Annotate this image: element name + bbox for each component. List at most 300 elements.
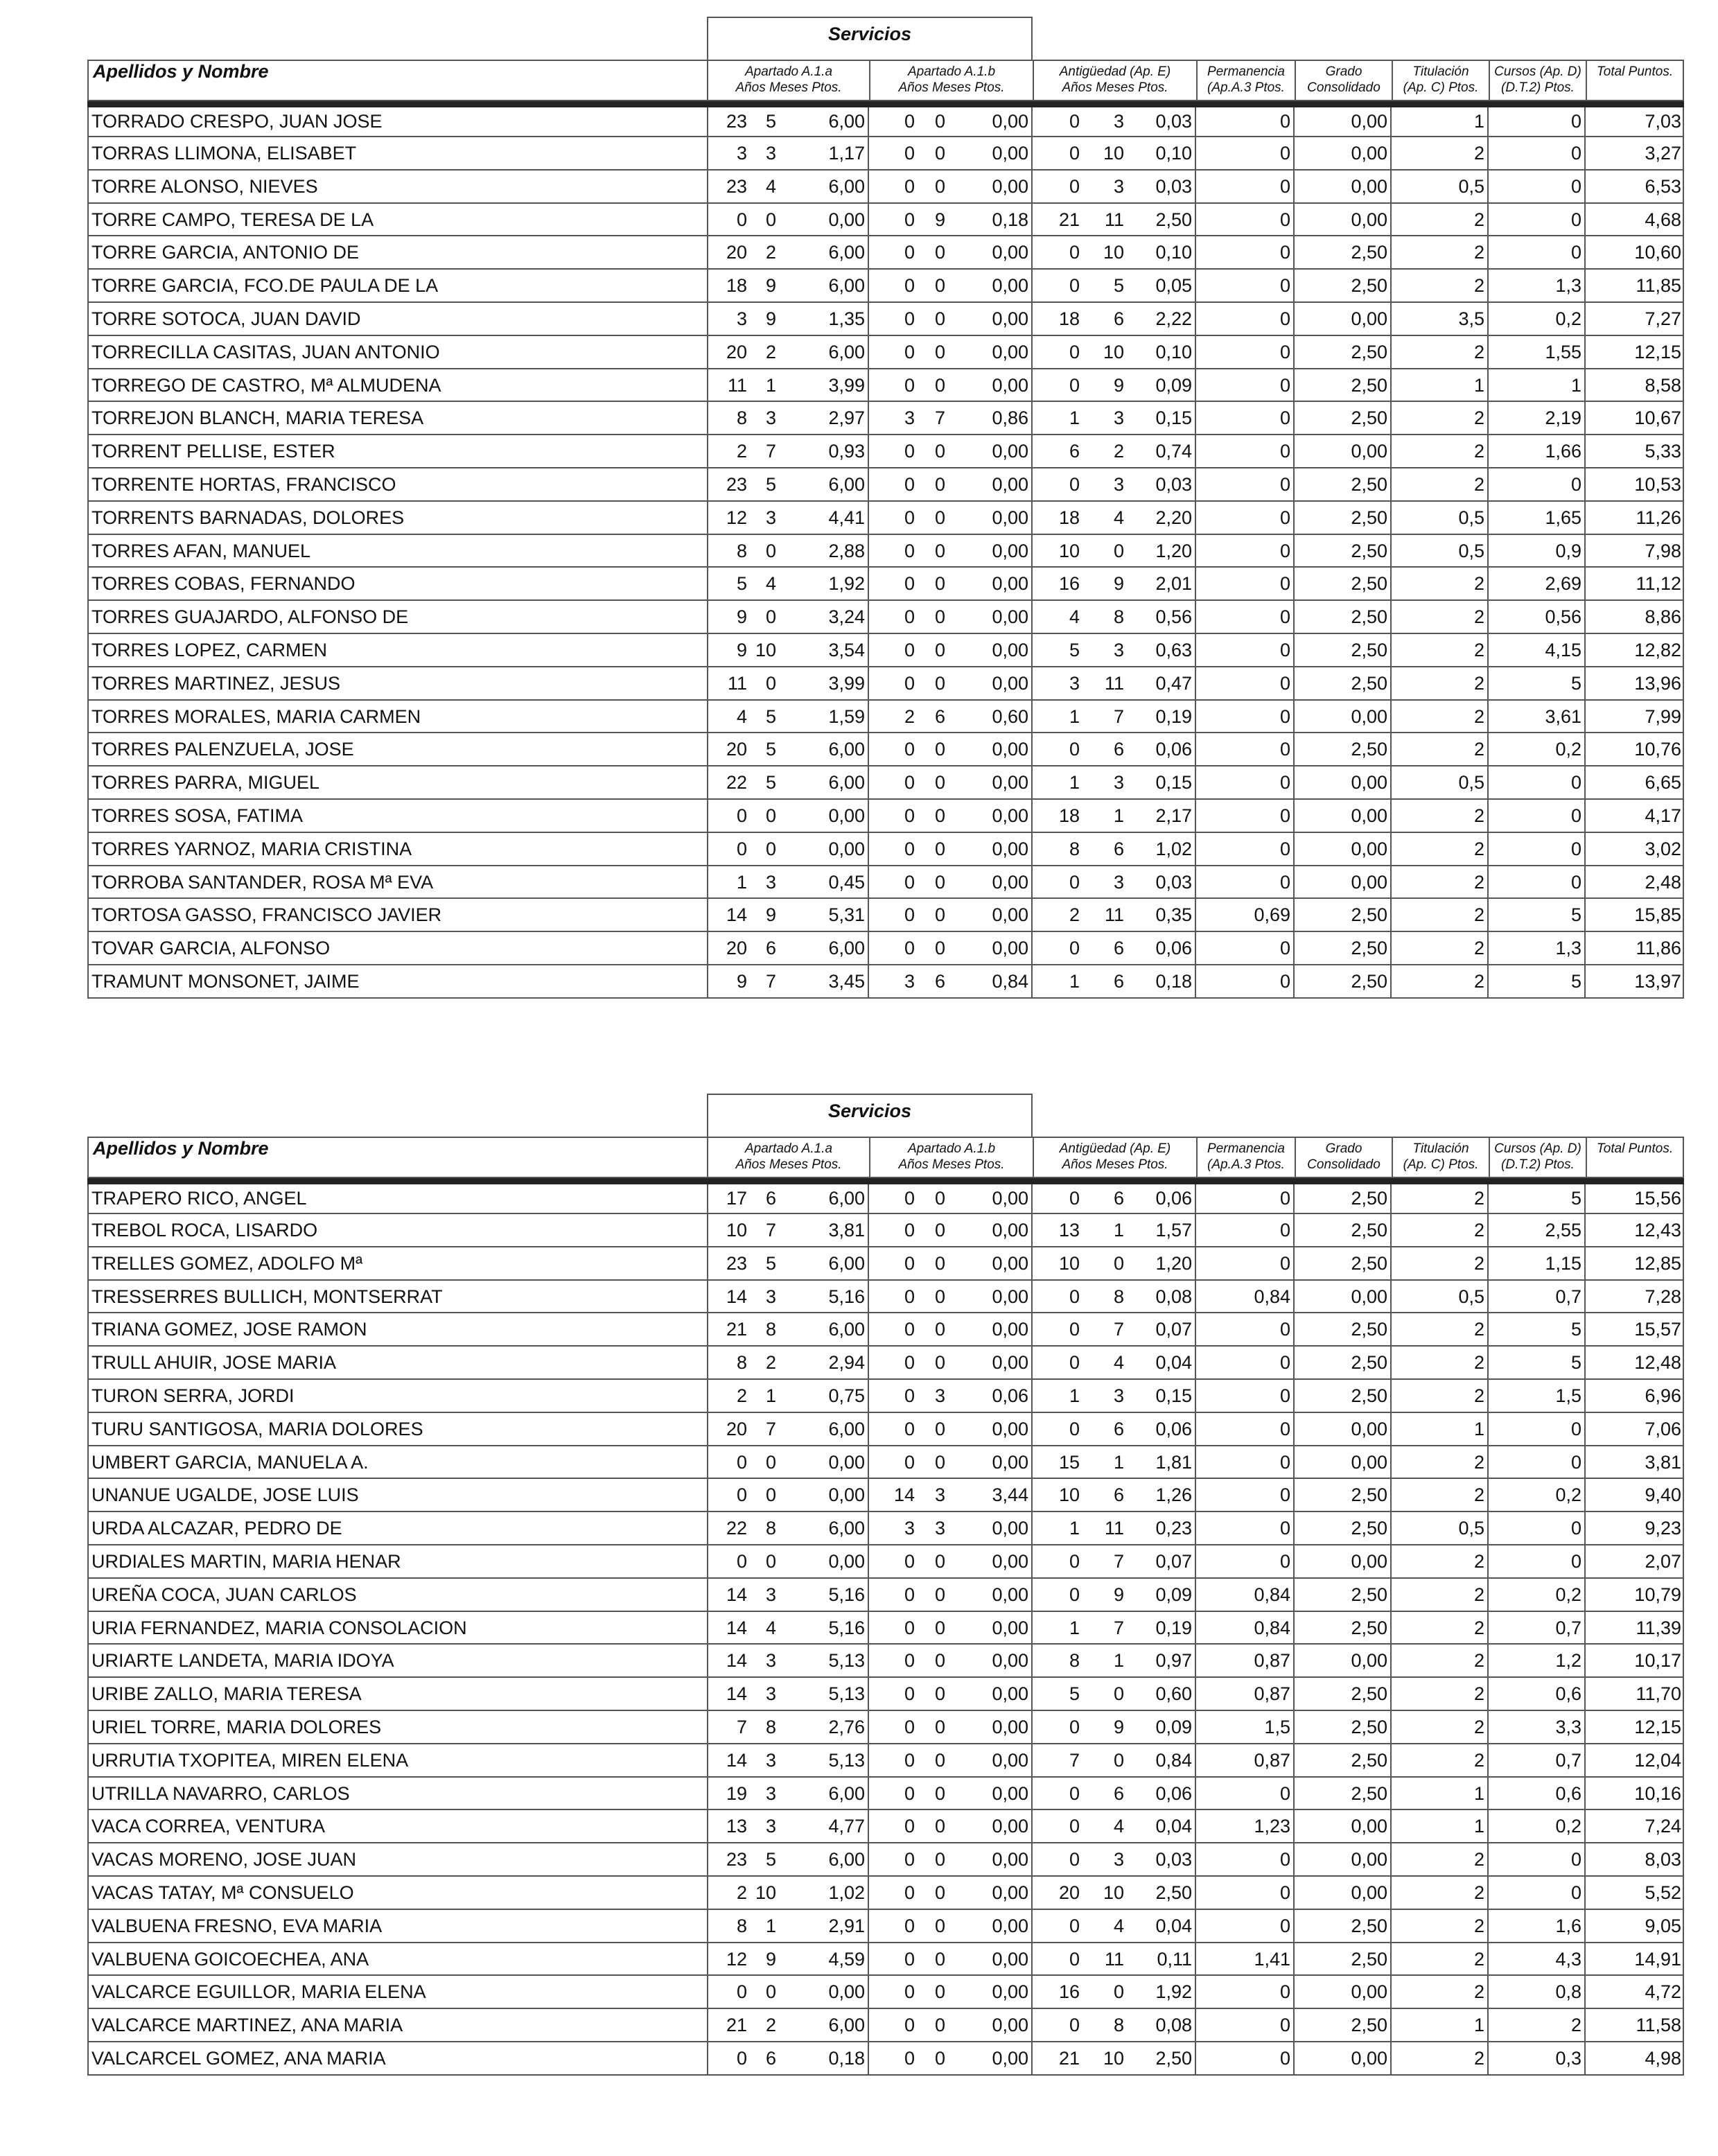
cell-value: 5 bbox=[1489, 1184, 1586, 1213]
header-cursos-line-2: (D.T.2) Ptos. bbox=[1501, 1157, 1575, 1172]
table-row bbox=[89, 1478, 1683, 1511]
cell-value: 11 bbox=[1104, 209, 1124, 230]
cell-value: 21 bbox=[1058, 2047, 1080, 2069]
column-header-row bbox=[87, 1137, 1684, 1178]
cell-value: 4 bbox=[1113, 1352, 1124, 1374]
cell-name: TRAPERO RICO, ANGEL bbox=[91, 1184, 708, 1213]
header-grado-line-1: Grado bbox=[1325, 1141, 1362, 1156]
cell-value: 0,00 bbox=[948, 1744, 1033, 1776]
cell-value: 0,03 bbox=[1127, 866, 1196, 898]
cell-value: 1,02 bbox=[779, 1877, 869, 1909]
cell-value: 3,27 bbox=[1645, 143, 1681, 164]
cell-value: 0,3 bbox=[1489, 2042, 1586, 2074]
cell-value: 0 bbox=[1113, 1749, 1124, 1771]
cell-value: 3 bbox=[765, 143, 776, 164]
cell-value: 10,16 bbox=[1634, 1782, 1681, 1804]
cell-value: 0 bbox=[1196, 270, 1295, 301]
cell-value: 5,52 bbox=[1645, 1882, 1681, 1903]
cell-value: 6,00 bbox=[779, 1413, 869, 1445]
header-antiguedad-line-2: Años Meses Ptos. bbox=[1062, 1157, 1168, 1172]
cell-value: 0,00 bbox=[1295, 1843, 1392, 1875]
cell-name: TORRENTE HORTAS, FRANCISCO bbox=[91, 468, 708, 500]
cell-value: 6 bbox=[1069, 441, 1080, 462]
cell-value: 4 bbox=[765, 1617, 776, 1638]
cell-value: 0,09 bbox=[1127, 1579, 1196, 1611]
cell-value: 7 bbox=[1113, 1550, 1124, 1572]
cell-value: 10,53 bbox=[1634, 473, 1681, 495]
cell-value: 0,00 bbox=[948, 1910, 1033, 1942]
cell-value: 0 bbox=[736, 1981, 747, 2003]
cell-value: 0 bbox=[1113, 1252, 1124, 1274]
cell-value: 0 bbox=[904, 1816, 915, 1837]
cell-value: 5,13 bbox=[779, 1645, 869, 1676]
cell-value: 0 bbox=[765, 606, 776, 628]
column-header-row bbox=[87, 60, 1684, 101]
cell-value: 0 bbox=[765, 540, 776, 561]
cell-value: 0,06 bbox=[1127, 1184, 1196, 1213]
cell-value: 0,23 bbox=[1127, 1512, 1196, 1544]
cell-value: 0 bbox=[1489, 137, 1586, 169]
cell-value: 0 bbox=[1069, 1352, 1080, 1374]
cell-value: 0 bbox=[1196, 1512, 1295, 1544]
cell-value: 1 bbox=[1069, 1385, 1080, 1406]
cell-value: 0,00 bbox=[948, 1579, 1033, 1611]
cell-value: 0 bbox=[934, 904, 945, 926]
cell-value: 0 bbox=[1196, 170, 1295, 202]
cell-value: 0 bbox=[1069, 1716, 1080, 1737]
cell-value: 0 bbox=[934, 1650, 945, 1672]
cell-name: TOVAR GARCIA, ALFONSO bbox=[91, 932, 708, 964]
cell-value: 23 bbox=[726, 1252, 747, 1274]
cell-value: 0 bbox=[904, 1385, 915, 1406]
cell-value: 2,50 bbox=[1295, 1214, 1392, 1246]
cell-value: 1,5 bbox=[1196, 1711, 1295, 1743]
cell-value: 1 bbox=[736, 871, 747, 893]
cell-value: 0 bbox=[1196, 634, 1295, 666]
cell-value: 11,12 bbox=[1636, 573, 1681, 595]
cell-value: 1 bbox=[1069, 1617, 1080, 1638]
header-cursos bbox=[1490, 61, 1587, 100]
cell-value: 0 bbox=[1069, 739, 1080, 760]
cell-value: 0,00 bbox=[948, 369, 1033, 401]
cell-value: 0 bbox=[1489, 1877, 1586, 1909]
cell-value: 2 bbox=[736, 1385, 747, 1406]
cell-name: TORRES PARRA, MIGUEL bbox=[91, 766, 708, 798]
cell-value: 2,50 bbox=[1295, 402, 1392, 434]
cell-value: 9 bbox=[765, 904, 776, 926]
cell-value: 0,00 bbox=[948, 1214, 1033, 1246]
cell-value: 0,00 bbox=[1295, 107, 1392, 136]
cell-value: 0,19 bbox=[1127, 1612, 1196, 1644]
cell-value: 0,06 bbox=[948, 1380, 1033, 1412]
cell-value: 9 bbox=[1113, 1716, 1124, 1737]
cell-value: 15 bbox=[1058, 1451, 1080, 1473]
cell-name: TORTOSA GASSO, FRANCISCO JAVIER bbox=[91, 899, 708, 931]
header-total bbox=[1587, 61, 1683, 100]
cell-name: UREÑA COCA, JUAN CARLOS bbox=[91, 1579, 708, 1611]
cell-value: 2 bbox=[1392, 1380, 1489, 1412]
cell-value: 2,50 bbox=[1295, 1347, 1392, 1378]
cell-value: 7 bbox=[765, 441, 776, 462]
cell-value: 0 bbox=[1196, 568, 1295, 599]
cell-value: 0,84 bbox=[1127, 1744, 1196, 1776]
cell-value: 0,00 bbox=[948, 303, 1033, 335]
cell-value: 0 bbox=[934, 111, 945, 132]
cell-value: 0 bbox=[904, 441, 915, 462]
cell-value: 0 bbox=[904, 175, 915, 197]
cell-value: 0 bbox=[1196, 2042, 1295, 2074]
cell-value: 0 bbox=[1069, 374, 1080, 396]
cell-value: 1,3 bbox=[1489, 932, 1586, 964]
cell-value: 0 bbox=[1069, 242, 1080, 263]
table-row bbox=[89, 1842, 1683, 1875]
cell-value: 0 bbox=[934, 639, 945, 660]
header-titulacion-line-2: (Ap. C) Ptos. bbox=[1403, 80, 1479, 95]
cell-value: 2,22 bbox=[1127, 303, 1196, 335]
header-apartado-a1b-line-2: Años Meses Ptos. bbox=[898, 80, 1005, 95]
cell-value: 1 bbox=[1392, 2009, 1489, 2041]
cell-name: TORRENTS BARNADAS, DOLORES bbox=[91, 502, 708, 534]
table-row bbox=[89, 1611, 1683, 1644]
cell-value: 0,00 bbox=[948, 1778, 1033, 1809]
table-row bbox=[89, 1743, 1683, 1776]
table-row bbox=[89, 566, 1683, 599]
table-row bbox=[89, 1577, 1683, 1611]
cell-value: 0 bbox=[1196, 1313, 1295, 1345]
cell-value: 3,81 bbox=[779, 1214, 869, 1246]
cell-value: 0,08 bbox=[1127, 1281, 1196, 1313]
header-apartado-a1b-line-1: Apartado A.1.b bbox=[907, 1141, 996, 1156]
cell-value: 0 bbox=[904, 1286, 915, 1307]
cell-value: 0 bbox=[904, 772, 915, 794]
cell-value: 3 bbox=[765, 1286, 776, 1307]
cell-value: 8,58 bbox=[1645, 374, 1681, 396]
cell-value: 3,5 bbox=[1392, 303, 1489, 335]
cell-value: 9 bbox=[736, 639, 747, 660]
cell-value: 2 bbox=[1392, 1545, 1489, 1577]
table-row bbox=[89, 1909, 1683, 1942]
cell-value: 8 bbox=[765, 1716, 776, 1737]
cell-value: 2 bbox=[1069, 904, 1080, 926]
cell-value: 0,00 bbox=[948, 1446, 1033, 1478]
cell-value: 0,5 bbox=[1392, 766, 1489, 798]
header-titulacion bbox=[1393, 61, 1490, 100]
cell-value: 6,53 bbox=[1645, 175, 1681, 197]
cell-value: 0,00 bbox=[1295, 800, 1392, 832]
cell-value: 0 bbox=[1196, 1214, 1295, 1246]
cell-value: 3 bbox=[765, 1584, 776, 1605]
cell-value: 11 bbox=[727, 374, 747, 396]
cell-value: 0 bbox=[934, 1948, 945, 1970]
cell-value: 0,00 bbox=[1295, 1877, 1392, 1909]
cell-value: 1,92 bbox=[1127, 1976, 1196, 2008]
cell-value: 0 bbox=[904, 1915, 915, 1936]
cell-value: 0 bbox=[934, 1849, 945, 1870]
cell-value: 1 bbox=[1392, 1778, 1489, 1809]
cell-value: 0,07 bbox=[1127, 1313, 1196, 1345]
cell-name: TORRECILLA CASITAS, JUAN ANTONIO bbox=[91, 336, 708, 368]
cell-value: 2,01 bbox=[1127, 568, 1196, 599]
cell-value: 0 bbox=[934, 739, 945, 760]
cell-name: TORROBA SANTANDER, ROSA Mª EVA bbox=[91, 866, 708, 898]
cell-value: 1,20 bbox=[1127, 1247, 1196, 1279]
cell-value: 2,88 bbox=[779, 535, 869, 567]
cell-value: 1 bbox=[1069, 1518, 1080, 1539]
cell-value: 5 bbox=[1489, 667, 1586, 699]
table-row bbox=[89, 2008, 1683, 2041]
cell-value: 0 bbox=[904, 473, 915, 495]
cell-value: 8 bbox=[736, 1352, 747, 1374]
cell-value: 2 bbox=[1392, 833, 1489, 865]
cell-value: 0 bbox=[1069, 1584, 1080, 1605]
cell-value: 2 bbox=[1392, 1612, 1489, 1644]
cell-value: 0 bbox=[1196, 107, 1295, 136]
cell-value: 20 bbox=[726, 341, 747, 362]
cell-value: 2 bbox=[1392, 336, 1489, 368]
cell-value: 0,00 bbox=[948, 468, 1033, 500]
cell-name: TORRES GUAJARDO, ALFONSO DE bbox=[91, 601, 708, 633]
table-row bbox=[89, 1345, 1683, 1378]
cell-value: 0,00 bbox=[948, 1184, 1033, 1213]
cell-value: 14 bbox=[726, 1650, 747, 1672]
cell-value: 0 bbox=[904, 838, 915, 859]
cell-value: 0 bbox=[904, 507, 915, 528]
cell-value: 2,50 bbox=[1295, 1579, 1392, 1611]
cell-value: 2 bbox=[1392, 1943, 1489, 1975]
cell-value: 10 bbox=[1058, 540, 1080, 561]
header-grado bbox=[1296, 61, 1393, 100]
cell-value: 0 bbox=[1489, 800, 1586, 832]
cell-value: 3 bbox=[1113, 871, 1124, 893]
cell-value: 7 bbox=[765, 1418, 776, 1439]
cell-value: 3 bbox=[1113, 111, 1124, 132]
cell-value: 6,00 bbox=[779, 766, 869, 798]
cell-value: 0,5 bbox=[1392, 170, 1489, 202]
cell-value: 12,85 bbox=[1634, 1252, 1681, 1274]
cell-value: 1,23 bbox=[1196, 1810, 1295, 1842]
cell-value: 6,65 bbox=[1645, 772, 1681, 794]
cell-value: 0,00 bbox=[779, 1446, 869, 1478]
cell-value: 0,5 bbox=[1392, 1281, 1489, 1313]
cell-value: 15,57 bbox=[1634, 1319, 1681, 1340]
cell-value: 0 bbox=[934, 1816, 945, 1837]
cell-value: 2 bbox=[1392, 204, 1489, 236]
cell-name: TORREJON BLANCH, MARIA TERESA bbox=[91, 402, 708, 434]
cell-value: 9,05 bbox=[1645, 1915, 1681, 1936]
cell-value: 0 bbox=[1196, 502, 1295, 534]
cell-value: 0 bbox=[1196, 535, 1295, 567]
cell-value: 7 bbox=[1113, 1617, 1124, 1638]
table-row bbox=[89, 1412, 1683, 1445]
cell-value: 0,9 bbox=[1489, 535, 1586, 567]
cell-value: 0,74 bbox=[1127, 435, 1196, 467]
cell-value: 0 bbox=[934, 772, 945, 794]
cell-value: 23 bbox=[726, 1849, 747, 1870]
table-row bbox=[89, 534, 1683, 567]
cell-value: 0 bbox=[1196, 766, 1295, 798]
cell-value: 2 bbox=[1392, 1347, 1489, 1378]
cell-value: 0,00 bbox=[779, 1545, 869, 1577]
cell-name: UNANUE UGALDE, JOSE LUIS bbox=[91, 1479, 708, 1511]
cell-name: TORRES YARNOZ, MARIA CRISTINA bbox=[91, 833, 708, 865]
cell-value: 22 bbox=[726, 1518, 747, 1539]
cell-value: 0 bbox=[904, 871, 915, 893]
cell-value: 0 bbox=[1069, 1188, 1080, 1209]
cell-value: 0 bbox=[1196, 701, 1295, 733]
cell-value: 6,00 bbox=[779, 270, 869, 301]
cell-value: 0 bbox=[1489, 1512, 1586, 1544]
cell-value: 11 bbox=[1104, 904, 1124, 926]
cell-value: 0 bbox=[904, 1749, 915, 1771]
cell-value: 6 bbox=[765, 938, 776, 959]
cell-value: 0 bbox=[1489, 1843, 1586, 1875]
cell-value: 10 bbox=[1058, 1484, 1080, 1506]
cell-value: 0,03 bbox=[1127, 1843, 1196, 1875]
cell-value: 0 bbox=[904, 1849, 915, 1870]
cell-value: 11,85 bbox=[1636, 275, 1681, 297]
cell-value: 9 bbox=[1113, 573, 1124, 595]
cell-value: 0 bbox=[934, 175, 945, 197]
cell-value: 3 bbox=[765, 1816, 776, 1837]
cell-value: 0 bbox=[934, 1683, 945, 1705]
cell-value: 1,55 bbox=[1489, 336, 1586, 368]
cell-value: 0,00 bbox=[948, 1711, 1033, 1743]
cell-value: 4 bbox=[765, 573, 776, 595]
cell-value: 0,00 bbox=[1295, 1810, 1392, 1842]
cell-value: 2,50 bbox=[1295, 733, 1392, 765]
cell-value: 0 bbox=[736, 805, 747, 826]
cell-value: 2 bbox=[1392, 137, 1489, 169]
cell-value: 0 bbox=[934, 143, 945, 164]
cell-value: 0 bbox=[904, 111, 915, 132]
header-cursos bbox=[1490, 1138, 1587, 1177]
cell-value: 3 bbox=[904, 1518, 915, 1539]
header-cursos-line-1: Cursos (Ap. D) bbox=[1494, 64, 1581, 79]
cell-value: 14 bbox=[726, 1683, 747, 1705]
cell-value: 0,18 bbox=[779, 2042, 869, 2074]
cell-value: 11,86 bbox=[1636, 938, 1681, 959]
cell-value: 2 bbox=[1392, 468, 1489, 500]
cell-value: 0,63 bbox=[1127, 634, 1196, 666]
cell-value: 0 bbox=[1489, 468, 1586, 500]
header-permanencia-line-2: (Ap.A.3 Ptos. bbox=[1207, 1157, 1285, 1172]
cell-value: 13,97 bbox=[1634, 970, 1681, 992]
cell-value: 0 bbox=[1069, 1782, 1080, 1804]
cell-value: 5 bbox=[1069, 1683, 1080, 1705]
cell-value: 0,08 bbox=[1127, 2009, 1196, 2041]
cell-value: 2 bbox=[1392, 1446, 1489, 1478]
cell-value: 0 bbox=[765, 1451, 776, 1473]
cell-value: 12,82 bbox=[1634, 639, 1681, 660]
table-row bbox=[89, 931, 1683, 964]
cell-value: 0 bbox=[1069, 1418, 1080, 1439]
cell-value: 0 bbox=[934, 573, 945, 595]
cell-value: 0 bbox=[1069, 111, 1080, 132]
cell-value: 0 bbox=[934, 473, 945, 495]
cell-value: 4 bbox=[765, 175, 776, 197]
header-antiguedad-line-1: Antigüedad (Ap. E) bbox=[1059, 64, 1171, 79]
header-name-line-1: Apellidos y Nombre bbox=[93, 61, 269, 82]
cell-value: 0,00 bbox=[948, 733, 1033, 765]
header-total bbox=[1587, 1138, 1683, 1177]
cell-value: 3 bbox=[765, 1749, 776, 1771]
cell-value: 0,00 bbox=[948, 1877, 1033, 1909]
cell-value: 0,5 bbox=[1392, 1512, 1489, 1544]
cell-value: 0,69 bbox=[1196, 899, 1295, 931]
cell-value: 1 bbox=[1392, 107, 1489, 136]
cell-value: 9,40 bbox=[1645, 1484, 1681, 1506]
cell-value: 10 bbox=[1103, 1882, 1124, 1903]
cell-value: 6,00 bbox=[779, 336, 869, 368]
cell-value: 2 bbox=[1489, 2009, 1586, 2041]
cell-value: 0 bbox=[904, 1352, 915, 1374]
data-table bbox=[87, 107, 1684, 999]
cell-value: 10 bbox=[755, 639, 776, 660]
table-row bbox=[89, 1246, 1683, 1279]
table-row bbox=[89, 1942, 1683, 1975]
cell-value: 20 bbox=[726, 938, 747, 959]
cell-value: 2,50 bbox=[1127, 1877, 1196, 1909]
cell-value: 0,18 bbox=[1127, 965, 1196, 997]
cell-value: 23 bbox=[726, 111, 747, 132]
cell-name: TRIANA GOMEZ, JOSE RAMON bbox=[91, 1313, 708, 1345]
cell-value: 0,00 bbox=[948, 1678, 1033, 1710]
cell-value: 10 bbox=[1058, 1252, 1080, 1274]
cell-value: 7 bbox=[765, 1220, 776, 1241]
cell-value: 0 bbox=[1069, 2015, 1080, 2036]
cell-value: 0 bbox=[934, 805, 945, 826]
cell-value: 0 bbox=[1196, 1976, 1295, 2008]
cell-value: 0,04 bbox=[1127, 1910, 1196, 1942]
cell-value: 2,50 bbox=[1295, 1313, 1392, 1345]
cell-value: 4,41 bbox=[779, 502, 869, 534]
header-total-line-1: Total Puntos. bbox=[1596, 1141, 1674, 1156]
cell-value: 0 bbox=[934, 1252, 945, 1274]
cell-value: 6,00 bbox=[779, 1512, 869, 1544]
cell-value: 0 bbox=[934, 1286, 945, 1307]
cell-value: 11 bbox=[1104, 1518, 1124, 1539]
cell-value: 1,57 bbox=[1127, 1214, 1196, 1246]
cell-value: 4,68 bbox=[1645, 209, 1681, 230]
cell-value: 1,92 bbox=[779, 568, 869, 599]
cell-value: 0,00 bbox=[948, 1976, 1033, 2008]
header-name bbox=[89, 61, 708, 100]
cell-value: 6,00 bbox=[779, 932, 869, 964]
cell-value: 0,00 bbox=[779, 833, 869, 865]
cell-value: 2,94 bbox=[779, 1347, 869, 1378]
cell-value: 0,00 bbox=[1295, 1281, 1392, 1313]
cell-value: 0,00 bbox=[1295, 866, 1392, 898]
cell-value: 6,00 bbox=[779, 1247, 869, 1279]
cell-value: 2 bbox=[1392, 601, 1489, 633]
cell-value: 10,76 bbox=[1634, 739, 1681, 760]
cell-value: 0,00 bbox=[948, 1281, 1033, 1313]
cell-value: 0 bbox=[934, 507, 945, 528]
cell-value: 6 bbox=[1113, 970, 1124, 992]
cell-value: 0,5 bbox=[1392, 535, 1489, 567]
cell-value: 2,50 bbox=[1295, 1512, 1392, 1544]
cell-value: 0 bbox=[765, 1981, 776, 2003]
cell-value: 0,03 bbox=[1127, 170, 1196, 202]
table-row bbox=[89, 666, 1683, 699]
cell-value: 2 bbox=[1392, 866, 1489, 898]
table-row bbox=[89, 798, 1683, 832]
header-antiguedad-line-2: Años Meses Ptos. bbox=[1062, 80, 1168, 95]
cell-value: 2,50 bbox=[1295, 1778, 1392, 1809]
cell-value: 0 bbox=[1069, 473, 1080, 495]
cell-value: 5 bbox=[1489, 899, 1586, 931]
cell-value: 2,50 bbox=[1295, 1184, 1392, 1213]
